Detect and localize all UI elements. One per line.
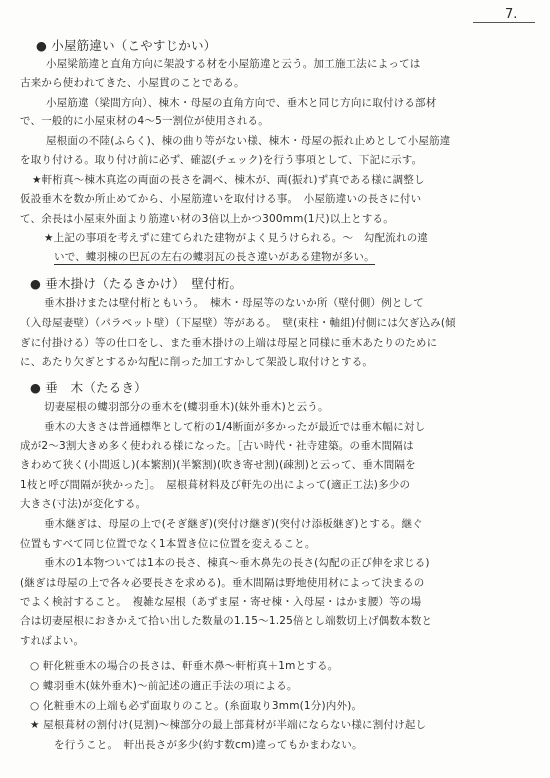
text-line: 仮設垂木を数か所止めてから、小屋筋違いを取付ける事。 小屋筋違いの長さに付い: [20, 193, 422, 205]
text-line: きわめて狭く(小間返し)(本繁割)(半繁割)(吹き寄せ割)(疎割)と云って、垂木間隔を: [20, 459, 416, 471]
text-line: 切妻屋根の螻羽部分の垂木を(螻羽垂木)(妹外垂木)と云う。: [44, 401, 329, 413]
text-line: を取り付ける。取り付け前に必ず、確認(チェック)を行う事項として、下記に示す。: [20, 154, 423, 166]
text-line: でよく検討すること。 複雑な屋根（あずま屋・寄せ棟・入母屋・はかま腰）等の場: [20, 596, 422, 608]
section-heading: ● 垂 木（たるき）: [30, 380, 147, 395]
text-line: ぎに付掛ける）等の仕口をし、また垂木掛けの上端は母屋と同様に垂木あたりのために: [20, 337, 438, 349]
text-line: すればよい。: [20, 635, 85, 647]
text-line: 垂木継ぎは、母屋の上で(そぎ継ぎ)(突付け継ぎ)(突付け添板継ぎ)とする。継ぐ: [44, 518, 423, 530]
text-line: （入母屋妻壁）（パラペット壁）（下屋壁）等がある。 壁(束柱・軸組)付側には欠ぎ込み(傾: [20, 317, 456, 329]
text-line: 合は切妻屋根におきかえて拾い出した数量の1.15〜1.25倍とし端数切上げ偶数本数と: [20, 615, 433, 627]
text-line: ★上記の事項を考えずに建てられた建物がよく見うけられる。〜 勾配流れの違: [44, 232, 429, 244]
text-line: いで、螻羽棟の巴瓦の左右の螻羽瓦の長さ違いがある建物が多い。: [54, 251, 375, 263]
page-number: 7.: [505, 7, 518, 22]
section-heading: ● 小屋筋違い（こやすじかい）: [36, 38, 217, 53]
text-line: 垂木の1本物ついては1本の長さ、棟真〜垂木鼻先の長さ(勾配の正び伸を求じる): [44, 557, 430, 569]
text-line: に、あたり欠ぎとするか勾配に削った加工すかして架設し取付けとする。: [20, 356, 374, 368]
page-number-underline: [473, 22, 535, 23]
text-line: 大きさ(寸法)が変化する。: [20, 498, 147, 510]
text-line: 1枝と呼び間隔が狭かった］。 屋根葺材料及び軒先の出によって(適正工法)多少の: [20, 479, 411, 491]
text-line: ○ 軒化粧垂木の場合の長さは、軒垂木鼻〜軒桁真＋1mとする。: [30, 660, 339, 672]
text-line: 垂木掛けまたは壁付桁ともいう。 棟木・母屋等のないか所（壁付側）例として: [44, 297, 424, 309]
text-line: を行うこと。 軒出長さが多少(約す数cm)違ってもかまわない。: [54, 739, 363, 751]
text-line: ○ 化粧垂木の上端も必ず面取りのこと。(糸面取り3mm(1分)内外)。: [30, 700, 363, 712]
text-line: 成が2〜3割大きめ多く使われる様になった。［古い時代・社寺建築。の垂木間隔は: [20, 440, 414, 452]
text-line: 小屋梁筋違と直角方向に架設する材を小屋筋違と云う。加工施工法によっては: [46, 58, 421, 70]
text-line: 位置もすべて同じ位置でなく1本置き位に位置を変えること。: [20, 538, 316, 550]
text-line: (継ぎは母屋の上で各々必要長さを求める)。垂木間隔は野地使用材によって決まるの: [20, 577, 425, 589]
text-line: 垂木の大きさは普通標準として桁の1/4断面が多かったが最近では垂木幅に対し: [44, 421, 426, 433]
section-heading: ● 垂木掛け（たるきかけ） 壁付桁。: [30, 276, 243, 291]
text-line: 屋根面の不陸(ふらく)、棟の曲り等がない様、棟木・母屋の振れ止めとして小屋筋違: [46, 135, 451, 147]
text-line: ★ 屋根葺材の割付け(見割)〜棟部分の最上部葺材が半端にならない様に割付け起し: [30, 719, 427, 731]
text-line: 小屋筋違（梁間方向）、棟木・母屋の直角方向で、垂木と同じ方向に取付ける部材: [46, 97, 437, 109]
text-line: 古来から使われてきた、小屋貫のことである。: [20, 77, 245, 89]
text-line: ★軒桁真〜棟木真迄の両面の長さを調べ、棟木が、両(振れ)ず真である様に調整し: [32, 174, 425, 186]
text-line: ○ 螻羽垂木(妹外垂木)〜前記述の適正手法の項による。: [30, 680, 298, 692]
text-line: で、一般的に小屋束材の4〜5一割位が使用される。: [20, 115, 269, 127]
text-line: て、余長は小屋束外面より筋違い材の3倍以上かつ300mm(1尺)以上とする。: [20, 213, 394, 225]
